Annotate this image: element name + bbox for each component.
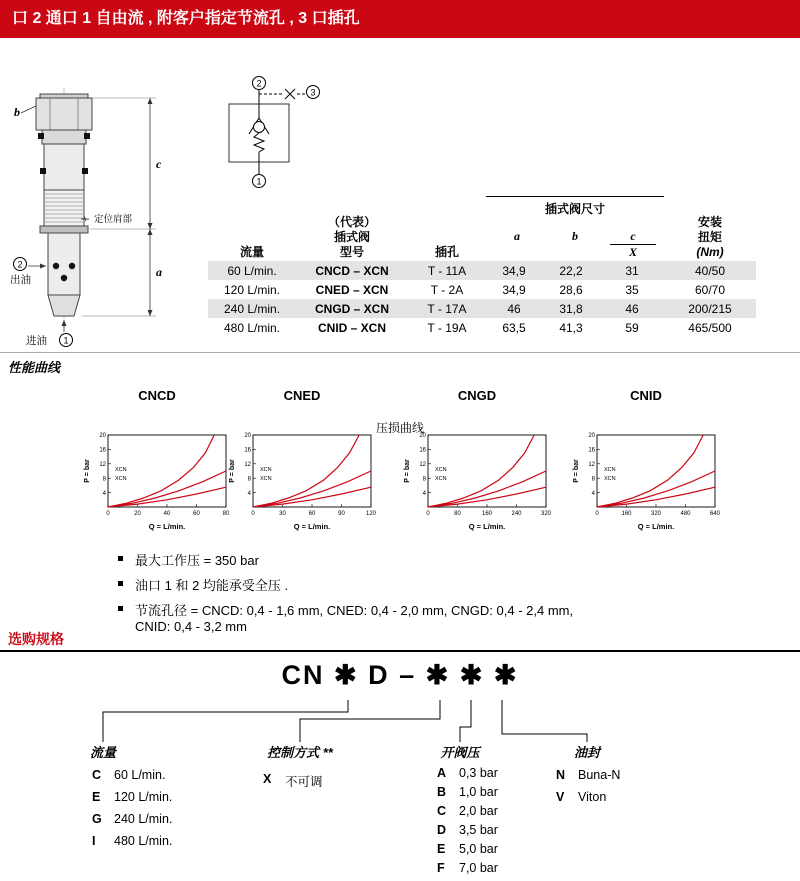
svg-text:80: 80 xyxy=(222,511,230,517)
svg-text:XCN: XCN xyxy=(260,467,272,473)
cell-torque: 465/500 xyxy=(688,320,732,335)
ordering-pressure-options xyxy=(437,766,498,880)
option-item: E 120 L/min. xyxy=(92,790,173,804)
note-item xyxy=(118,600,588,634)
svg-text:XCN: XCN xyxy=(604,467,616,473)
cell-cavity: T - 19A xyxy=(427,320,467,335)
valve-nose xyxy=(48,233,80,295)
col-header-x: X xyxy=(628,245,637,259)
cell-cavity: T - 17A xyxy=(427,301,467,316)
o-ring xyxy=(40,168,46,174)
cell-b: 31,8 xyxy=(559,301,583,316)
svg-text:4: 4 xyxy=(102,490,106,497)
svg-text:0: 0 xyxy=(106,511,110,517)
svg-text:4: 4 xyxy=(422,490,426,497)
pressure-loss-subtitle: 压损曲线 xyxy=(375,421,424,435)
col-group-dimensions xyxy=(486,197,664,262)
hydraulic-symbol-diagram xyxy=(205,74,340,199)
performance-chart-cncd xyxy=(82,388,232,536)
svg-text:320: 320 xyxy=(540,511,552,517)
svg-text:60: 60 xyxy=(308,511,316,517)
option-item: F 7,0 bar xyxy=(437,861,498,875)
symbol-port-1-number: 1 xyxy=(256,176,262,187)
o-ring xyxy=(84,133,90,139)
svg-text:XCN: XCN xyxy=(435,467,447,473)
model-code: CN ✱ D – ✱ ✱ ✱ xyxy=(281,660,519,690)
col-header-cavity: 插孔 xyxy=(434,245,459,259)
svg-text:XCN: XCN xyxy=(115,467,127,473)
col-header-b: b xyxy=(572,229,578,243)
svg-text:90: 90 xyxy=(338,511,345,517)
svg-text:16: 16 xyxy=(419,447,426,454)
symbol-port-2-number: 2 xyxy=(256,78,262,89)
option-item: I 480 L/min. xyxy=(92,834,173,848)
svg-text:0: 0 xyxy=(426,511,430,517)
table-row xyxy=(208,299,756,318)
bullet-icon xyxy=(118,606,123,611)
col-header-a: a xyxy=(514,229,520,243)
cell-a: 46 xyxy=(507,301,521,316)
svg-text:30: 30 xyxy=(279,511,286,517)
performance-section-title: 性能曲线 xyxy=(8,360,61,375)
cell-torque: 200/215 xyxy=(688,301,732,316)
dim-label-a: a xyxy=(156,265,162,279)
ordering-flow-options xyxy=(92,768,172,856)
cell-torque: 60/70 xyxy=(694,282,726,297)
svg-text:12: 12 xyxy=(99,462,106,468)
svg-text:P = bar: P = bar xyxy=(573,459,580,483)
svg-text:20: 20 xyxy=(419,433,426,440)
valve-cross-section-drawing xyxy=(4,80,194,358)
performance-chart-cned xyxy=(227,388,377,536)
chart-canvas xyxy=(82,431,232,536)
svg-text:4: 4 xyxy=(591,490,595,497)
svg-text:8: 8 xyxy=(422,476,426,483)
symbol-port-3-number: 3 xyxy=(310,87,316,98)
ordering-col-control-header: 控制方式 ** xyxy=(267,745,333,760)
check-poppet xyxy=(254,122,265,133)
cell-model: CNGD – XCN xyxy=(314,301,389,316)
chart-title: CNED xyxy=(283,388,321,403)
option-item: D 3,5 bar xyxy=(437,823,498,837)
option-item: G 240 L/min. xyxy=(92,812,173,826)
o-ring xyxy=(38,133,44,139)
ordering-col-pressure-header: 开阀压 xyxy=(440,745,480,760)
chart-canvas xyxy=(402,431,552,536)
svg-text:Q = L/min.: Q = L/min. xyxy=(148,522,186,531)
ordering-col-flow-header: 流量 xyxy=(89,745,116,760)
svg-text:240: 240 xyxy=(511,511,522,517)
ordering-seal-options xyxy=(556,768,620,812)
note-item xyxy=(118,575,588,594)
cell-flow: 480 L/min. xyxy=(223,320,281,335)
cell-b: 41,3 xyxy=(559,320,583,335)
section-divider xyxy=(0,352,800,353)
cell-x: 35 xyxy=(625,282,639,297)
svg-text:12: 12 xyxy=(588,462,595,468)
cell-x: 59 xyxy=(625,320,639,335)
svg-text:XCN: XCN xyxy=(260,476,272,482)
cell-a: 34,9 xyxy=(502,263,526,278)
locating-shoulder xyxy=(40,226,88,233)
cross-hole xyxy=(53,263,59,269)
ordering-connector-tree xyxy=(0,698,800,744)
col-header-flow: 流量 xyxy=(239,245,264,259)
cell-flow: 60 L/min. xyxy=(227,263,277,278)
bullet-icon xyxy=(118,581,123,586)
svg-text:0: 0 xyxy=(595,511,599,517)
dim-label-c: c xyxy=(156,157,162,171)
note-text: 最大工作压 = 350 bar xyxy=(135,553,259,568)
port-2-label: 出油 xyxy=(10,274,31,286)
cell-a: 34,9 xyxy=(502,282,526,297)
svg-text:4: 4 xyxy=(247,490,251,497)
svg-text:0: 0 xyxy=(251,511,255,517)
chart-svg xyxy=(82,431,232,531)
performance-chart-cngd xyxy=(402,388,552,536)
svg-text:16: 16 xyxy=(244,447,251,454)
chart-title: CNID xyxy=(630,388,662,403)
svg-text:16: 16 xyxy=(588,447,595,454)
svg-text:20: 20 xyxy=(588,433,595,440)
option-item: N Buna-N xyxy=(556,768,621,782)
thread-section xyxy=(44,190,84,226)
cell-cavity: T - 2A xyxy=(430,282,464,297)
chart-svg xyxy=(402,431,552,531)
ordering-divider xyxy=(0,650,800,652)
svg-text:20: 20 xyxy=(99,433,106,440)
cell-torque: 40/50 xyxy=(694,263,726,278)
svg-text:640: 640 xyxy=(709,511,721,517)
dimensions-group-title: 插式阀尺寸 xyxy=(544,202,605,216)
svg-text:XCN: XCN xyxy=(604,476,616,482)
option-item: B 1,0 bar xyxy=(437,785,498,799)
port-1-label: 进油 xyxy=(26,335,47,347)
cell-model: CNCD – XCN xyxy=(315,263,389,278)
svg-text:40: 40 xyxy=(163,511,171,517)
option-item: A 0,3 bar xyxy=(437,766,498,780)
option-item: C 60 L/min. xyxy=(92,768,166,782)
table-row xyxy=(208,280,756,299)
table-row xyxy=(208,318,756,337)
svg-text:80: 80 xyxy=(454,511,461,517)
col-header-torque: 安装 扭矩 (Nm) xyxy=(696,215,724,259)
svg-text:60: 60 xyxy=(193,511,200,517)
svg-text:320: 320 xyxy=(650,511,662,517)
cell-flow: 240 L/min. xyxy=(223,301,281,316)
svg-text:160: 160 xyxy=(481,511,493,517)
port-1-number: 1 xyxy=(63,335,69,346)
bullet-icon xyxy=(118,556,123,561)
valve-body xyxy=(44,144,84,190)
note-text: 节流孔径 = CNCD: 0,4 - 1,6 mm, CNED: 0,4 - 2,0 mm, CNGD: 0,4 - 2,4 mm, CNID: 0,4 - 3,2 mm xyxy=(135,603,574,634)
svg-text:20: 20 xyxy=(134,511,141,517)
svg-text:120: 120 xyxy=(365,511,377,517)
option-item: X 不可调 xyxy=(263,772,323,789)
cell-b: 22,2 xyxy=(559,263,583,278)
cell-model: CNID – XCN xyxy=(317,320,386,335)
chart-canvas xyxy=(227,431,377,536)
svg-text:P = bar: P = bar xyxy=(404,459,411,483)
svg-text:8: 8 xyxy=(102,476,106,483)
option-item: V Viton xyxy=(556,790,607,804)
page-title-banner: 口 2 通口 1 自由流 , 附客户指定节流孔 , 3 口插孔 xyxy=(0,0,800,38)
svg-text:16: 16 xyxy=(99,447,106,454)
svg-text:XCN: XCN xyxy=(115,476,127,482)
performance-chart-cnid xyxy=(571,388,721,536)
chart-title: CNCD xyxy=(138,388,176,403)
cell-a: 63,5 xyxy=(502,320,526,335)
svg-text:P = bar: P = bar xyxy=(84,459,91,483)
svg-text:XCN: XCN xyxy=(435,476,447,482)
port-2-number: 2 xyxy=(17,259,23,270)
svg-text:160: 160 xyxy=(621,511,632,517)
svg-text:8: 8 xyxy=(591,476,595,483)
svg-text:12: 12 xyxy=(244,462,251,468)
cell-model: CNED – XCN xyxy=(315,282,389,297)
shoulder-label: 定位肩部 xyxy=(94,214,133,225)
svg-text:20: 20 xyxy=(244,433,251,440)
cross-hole xyxy=(61,275,67,281)
note-text: 油口 1 和 2 均能承受全压 . xyxy=(135,578,289,593)
cross-hole xyxy=(69,263,75,269)
svg-text:Q = L/min.: Q = L/min. xyxy=(468,522,506,531)
svg-text:480: 480 xyxy=(680,511,691,517)
ordering-col-seal-header: 油封 xyxy=(573,745,600,760)
valve-tip xyxy=(48,295,80,316)
svg-text:P = bar: P = bar xyxy=(229,459,236,483)
col-header-c: c xyxy=(610,229,656,245)
svg-text:Q = L/min.: Q = L/min. xyxy=(637,522,675,531)
ordering-section-title: 选购规格 xyxy=(8,631,64,647)
svg-text:8: 8 xyxy=(247,476,251,483)
ordering-control-options xyxy=(263,772,323,794)
chart-svg xyxy=(227,431,377,531)
chart-title: CNGD xyxy=(457,388,497,403)
note-item xyxy=(118,550,588,569)
option-item: C 2,0 bar xyxy=(437,804,498,818)
o-ring xyxy=(82,168,88,174)
cell-cavity: T - 11A xyxy=(427,263,467,278)
spring xyxy=(254,133,264,152)
cell-x: 46 xyxy=(625,301,639,316)
notes-list xyxy=(118,550,588,640)
table-row xyxy=(208,261,756,280)
chart-canvas xyxy=(571,431,721,536)
option-item: E 5,0 bar xyxy=(437,842,498,856)
svg-text:12: 12 xyxy=(419,462,426,468)
chart-svg xyxy=(571,431,721,531)
specification-table xyxy=(208,196,756,337)
cell-x: 31 xyxy=(625,263,639,278)
cell-b: 28,6 xyxy=(559,282,583,297)
svg-text:Q = L/min.: Q = L/min. xyxy=(293,522,331,531)
hex-head xyxy=(36,98,92,130)
dim-label-b: b xyxy=(14,105,20,119)
cell-flow: 120 L/min. xyxy=(223,282,281,297)
col-header-model: （代表） 插式阀 型号 xyxy=(327,215,376,259)
